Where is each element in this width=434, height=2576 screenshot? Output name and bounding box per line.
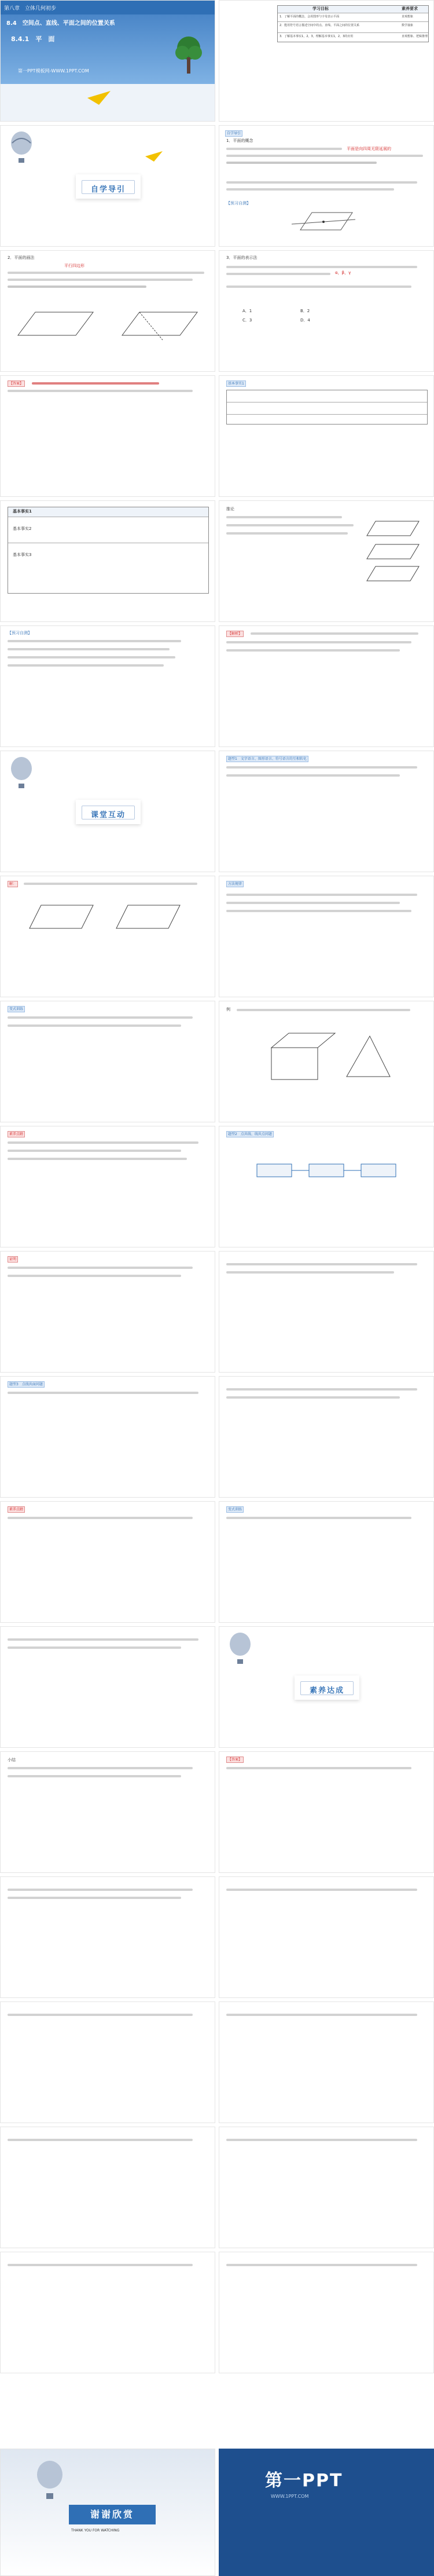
content-slide [219, 125, 434, 247]
plane-diagram [289, 207, 358, 236]
thanks-en: THANK YOU FOR WATCHING [71, 2529, 120, 2533]
option: D．4 [300, 318, 310, 323]
thanks-label: 谢谢欣赏 [69, 2505, 156, 2524]
axiom-table [8, 507, 209, 594]
section-slide-self-study[interactable] [0, 125, 215, 247]
objectives-table [277, 5, 429, 42]
section-title-box [76, 800, 141, 824]
table-cell: 直观想象、逻辑推理 [402, 35, 428, 38]
hot-air-balloon-icon [35, 2461, 64, 2501]
content-slide [0, 500, 215, 622]
section-tag: 自学导引 [225, 130, 242, 137]
content-slide [219, 1376, 434, 1498]
content-slide [219, 2001, 434, 2123]
content-slide [0, 2001, 215, 2123]
content-slide [0, 1501, 215, 1623]
example-type-tag: 题型1 文字语言、图形语言、符号语言的互相转化 [226, 756, 308, 762]
cover-slide[interactable] [0, 0, 215, 122]
cube-diagram [266, 1030, 393, 1082]
pretest-tag: 【预习自测】 [226, 201, 251, 206]
content-slide [0, 1376, 215, 1498]
heading: 1．平面的概念 [226, 138, 253, 143]
solution-tag: 解： [8, 881, 18, 887]
table-row [278, 22, 428, 33]
content-slide [0, 876, 215, 997]
table-header: 素养要求 [402, 6, 418, 11]
content-slide [219, 1501, 434, 1623]
end-cover [0, 2449, 434, 2576]
option: C．3 [242, 318, 252, 323]
table-cell: 1．了解平面的概念，会用图形与字母表示平面 [279, 15, 340, 19]
axiom-table [226, 390, 428, 425]
section-title: 课堂互动 [90, 811, 126, 819]
table-cell: 基本事实2 [13, 526, 32, 531]
variant-tag: 变式训练 [226, 1506, 244, 1513]
logo: 第一PPT [265, 2471, 343, 2491]
greek-letters: α，β，γ [335, 270, 351, 275]
thanks-slide[interactable] [0, 2449, 215, 2576]
proof-tag: 证明 [8, 1256, 18, 1263]
content-slide [0, 1251, 215, 1373]
heading: 2．平面的画法 [8, 255, 35, 260]
content-slide [0, 250, 215, 372]
content-slide [219, 751, 434, 872]
subsection-title: 8.4.1 平 面 [11, 35, 55, 43]
method-tag: 方法规律 [226, 881, 244, 887]
content-slide [219, 1251, 434, 1373]
content-slide [0, 375, 215, 497]
cover-banner [1, 14, 215, 84]
analysis-tag: 【解析】 [226, 631, 244, 637]
table-cell: 3．了解基本事实1，2，3，理解基本事实1，2，3的应用 [279, 35, 354, 38]
chapter-title: 第八章 立体几何初步 [4, 6, 57, 12]
section-title-box [295, 1675, 359, 1700]
hot-air-balloon-icon [10, 131, 33, 166]
tree-icon [174, 34, 203, 75]
example-type-tag: 题型2 点共线、线共点问题 [226, 1131, 274, 1137]
hot-air-balloon-icon [229, 1633, 252, 1667]
table-header-row [278, 6, 428, 13]
table-row [278, 33, 428, 43]
logo-slide[interactable] [219, 2449, 434, 2576]
content-slide [0, 2127, 215, 2248]
option: B．2 [300, 309, 310, 313]
paper-plane-icon [87, 91, 111, 105]
content-slide [0, 1751, 215, 1873]
hot-air-balloon-icon [10, 757, 33, 792]
content-slide [0, 2252, 215, 2373]
heading: 推论 [226, 507, 234, 511]
highlight-text: 平行四边形 [64, 264, 84, 268]
content-slide [219, 625, 434, 747]
table-cell: 基本事实3 [13, 552, 32, 557]
section-slide-practice[interactable] [219, 1626, 434, 1748]
content-slide [219, 500, 434, 622]
highlight-text: 平面是向四周无限延展的 [347, 147, 391, 151]
section-title-box [76, 174, 141, 199]
content-slide [219, 1876, 434, 1998]
objectives-slide [219, 0, 434, 122]
content-slide [219, 1126, 434, 1247]
table-cell: 2．能用符号语言描述空间中的点、直线、平面之间的位置关系 [279, 24, 360, 27]
heading: 小结 [8, 1758, 16, 1762]
table-row [278, 13, 428, 22]
content-slide [219, 375, 434, 497]
content-slide [0, 1126, 215, 1247]
table-cell: 数学抽象 [402, 24, 414, 27]
table-header: 学习目标 [312, 6, 329, 11]
paper-plane-icon [145, 151, 163, 162]
content-slide [0, 625, 215, 747]
content-slide [219, 250, 434, 372]
section-tag: 基本事实1 [226, 380, 246, 387]
cover-footer [1, 84, 215, 122]
example-type-tag: 题型3 点线共面问题 [8, 1381, 45, 1388]
parallelogram-diagrams [12, 306, 203, 341]
table-cell: 直观想象 [402, 15, 414, 19]
inference-diagrams [364, 518, 422, 582]
text-line: 例 [226, 1007, 230, 1012]
content-slide [0, 1626, 215, 1748]
content-slide [219, 1001, 434, 1122]
content-slide [219, 876, 434, 997]
plane-diagrams [24, 899, 186, 934]
flow-diagram [254, 1150, 399, 1190]
content-slide [219, 2127, 434, 2248]
insight-tag: 素养点睛 [8, 1131, 25, 1137]
section-title: 素养达成 [309, 1686, 344, 1695]
insight-tag: 素养点睛 [8, 1506, 25, 1513]
content-slide [219, 1751, 434, 1873]
section-slide-classroom[interactable] [0, 751, 215, 872]
brand-line: 第一PPT模板网-WWW.1PPT.COM [18, 68, 89, 74]
cover-header [1, 1, 215, 14]
answer-tag: 【答案】 [226, 1757, 244, 1763]
pretest-tag: 【预习自测】 [8, 631, 32, 635]
logo-sub: WWW.1PPT.COM [271, 2494, 309, 2499]
section-title: 8.4 空间点、直线、平面之间的位置关系 [6, 20, 115, 27]
table-header: 基本事实1 [13, 509, 32, 514]
heading: 3．平面的表示法 [226, 255, 258, 260]
option: A．1 [242, 309, 252, 313]
section-title: 自学导引 [90, 185, 126, 194]
variant-tag: 变式训练 [8, 1006, 25, 1012]
answer-tag: 【答案】 [8, 380, 25, 387]
content-slide [0, 1876, 215, 1998]
content-slide [219, 2252, 434, 2373]
content-slide [0, 1001, 215, 1122]
